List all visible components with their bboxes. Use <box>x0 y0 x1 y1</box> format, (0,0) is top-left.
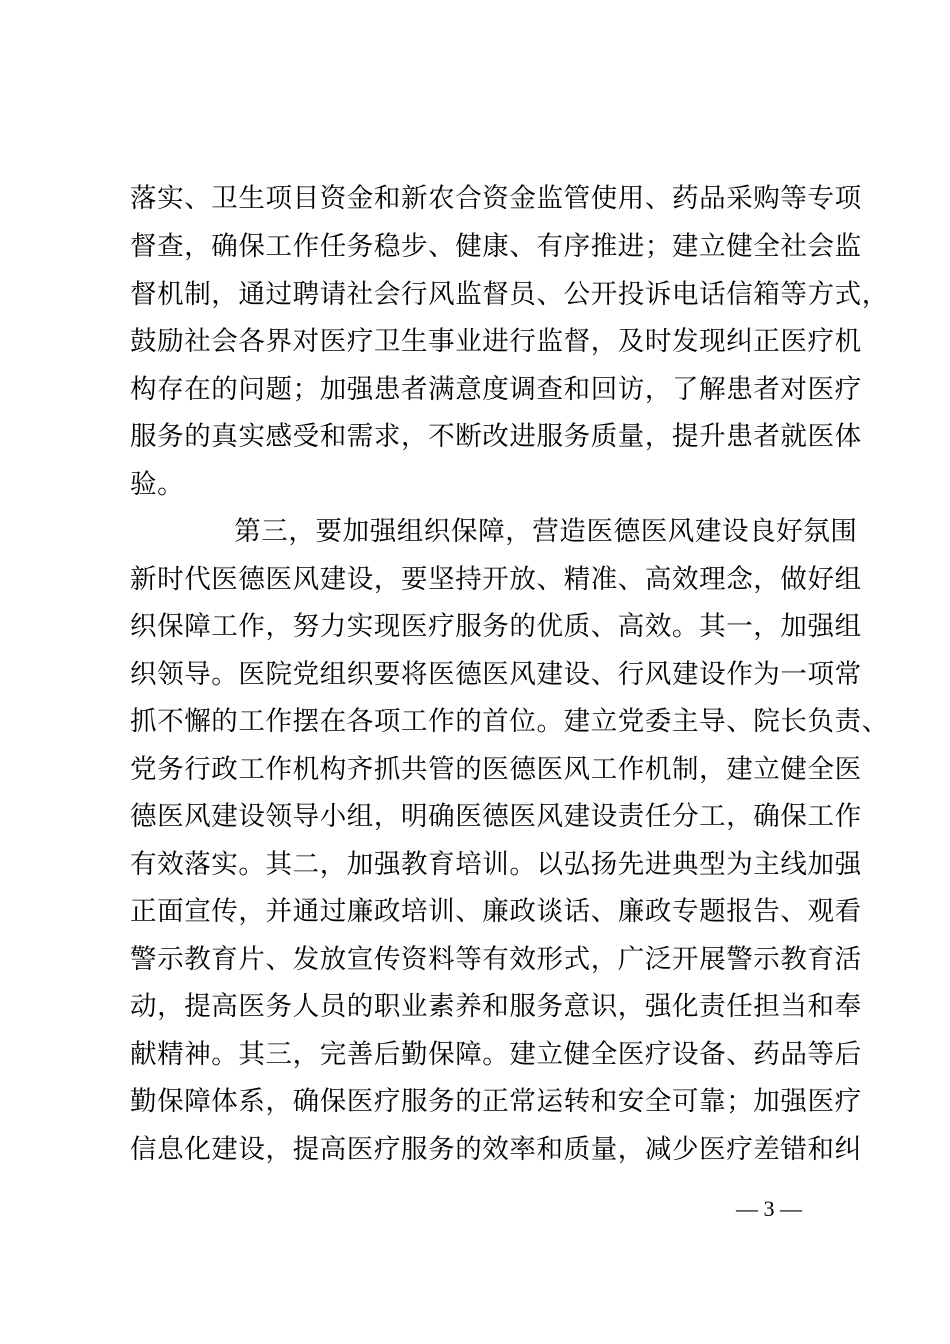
section-heading-line: 第三，要加强组织保障，营造医德医风建设良好氛围 <box>180 516 858 547</box>
text-line: 献精神。其三，完善后勤保障。建立健全医疗设备、药品等后 <box>130 1039 862 1070</box>
text-line: 鼓励社会各界对医疗卫生事业进行监督，及时发现纠正医疗机 <box>130 326 862 357</box>
text-line: 督机制，通过聘请社会行风监督员、公开投诉电话信箱等方式， <box>130 279 889 310</box>
text-line: 信息化建设，提高医疗服务的效率和质量，减少医疗差错和纠 <box>130 1134 862 1165</box>
text-line: 构存在的问题；加强患者满意度调查和回访，了解患者对医疗 <box>130 374 862 405</box>
text-line: 警示教育片、发放宣传资料等有效形式，广泛开展警示教育活 <box>130 944 862 975</box>
text-line: 正面宣传，并通过廉政培训、廉政谈话、廉政专题报告、观看 <box>130 896 862 927</box>
text-line: 新时代医德医风建设，要坚持开放、精准、高效理念，做好组 <box>130 564 862 595</box>
text-line: 服务的真实感受和需求，不断改进服务质量，提升患者就医体 <box>130 421 862 452</box>
text-line: 党务行政工作机构齐抓共管的医德医风工作机制，建立健全医 <box>130 754 862 785</box>
text-line: 有效落实。其二，加强教育培训。以弘扬先进典型为主线加强 <box>130 849 862 880</box>
text-line: 落实、卫生项目资金和新农合资金监管使用、药品采购等专项 <box>130 183 862 214</box>
text-line: 勤保障体系，确保医疗服务的正常运转和安全可靠；加强医疗 <box>130 1086 862 1117</box>
text-line: 织领导。医院党组织要将医德医风建设、行风建设作为一项常 <box>130 659 862 690</box>
text-line: 动，提高医务人员的职业素养和服务意识，强化责任担当和奉 <box>130 991 862 1022</box>
text-line: 抓不懈的工作摆在各项工作的首位。建立党委主导、院长负责、 <box>130 706 889 737</box>
text-line: 验。 <box>130 469 185 500</box>
page-number: — 3 — <box>736 1196 802 1221</box>
text-line: 织保障工作，努力实现医疗服务的优质、高效。其一，加强组 <box>130 611 862 642</box>
text-line: 督查，确保工作任务稳步、健康、有序推进；建立健全社会监 <box>130 231 862 262</box>
text-line: 德医风建设领导小组，明确医德医风建设责任分工，确保工作 <box>130 801 862 832</box>
